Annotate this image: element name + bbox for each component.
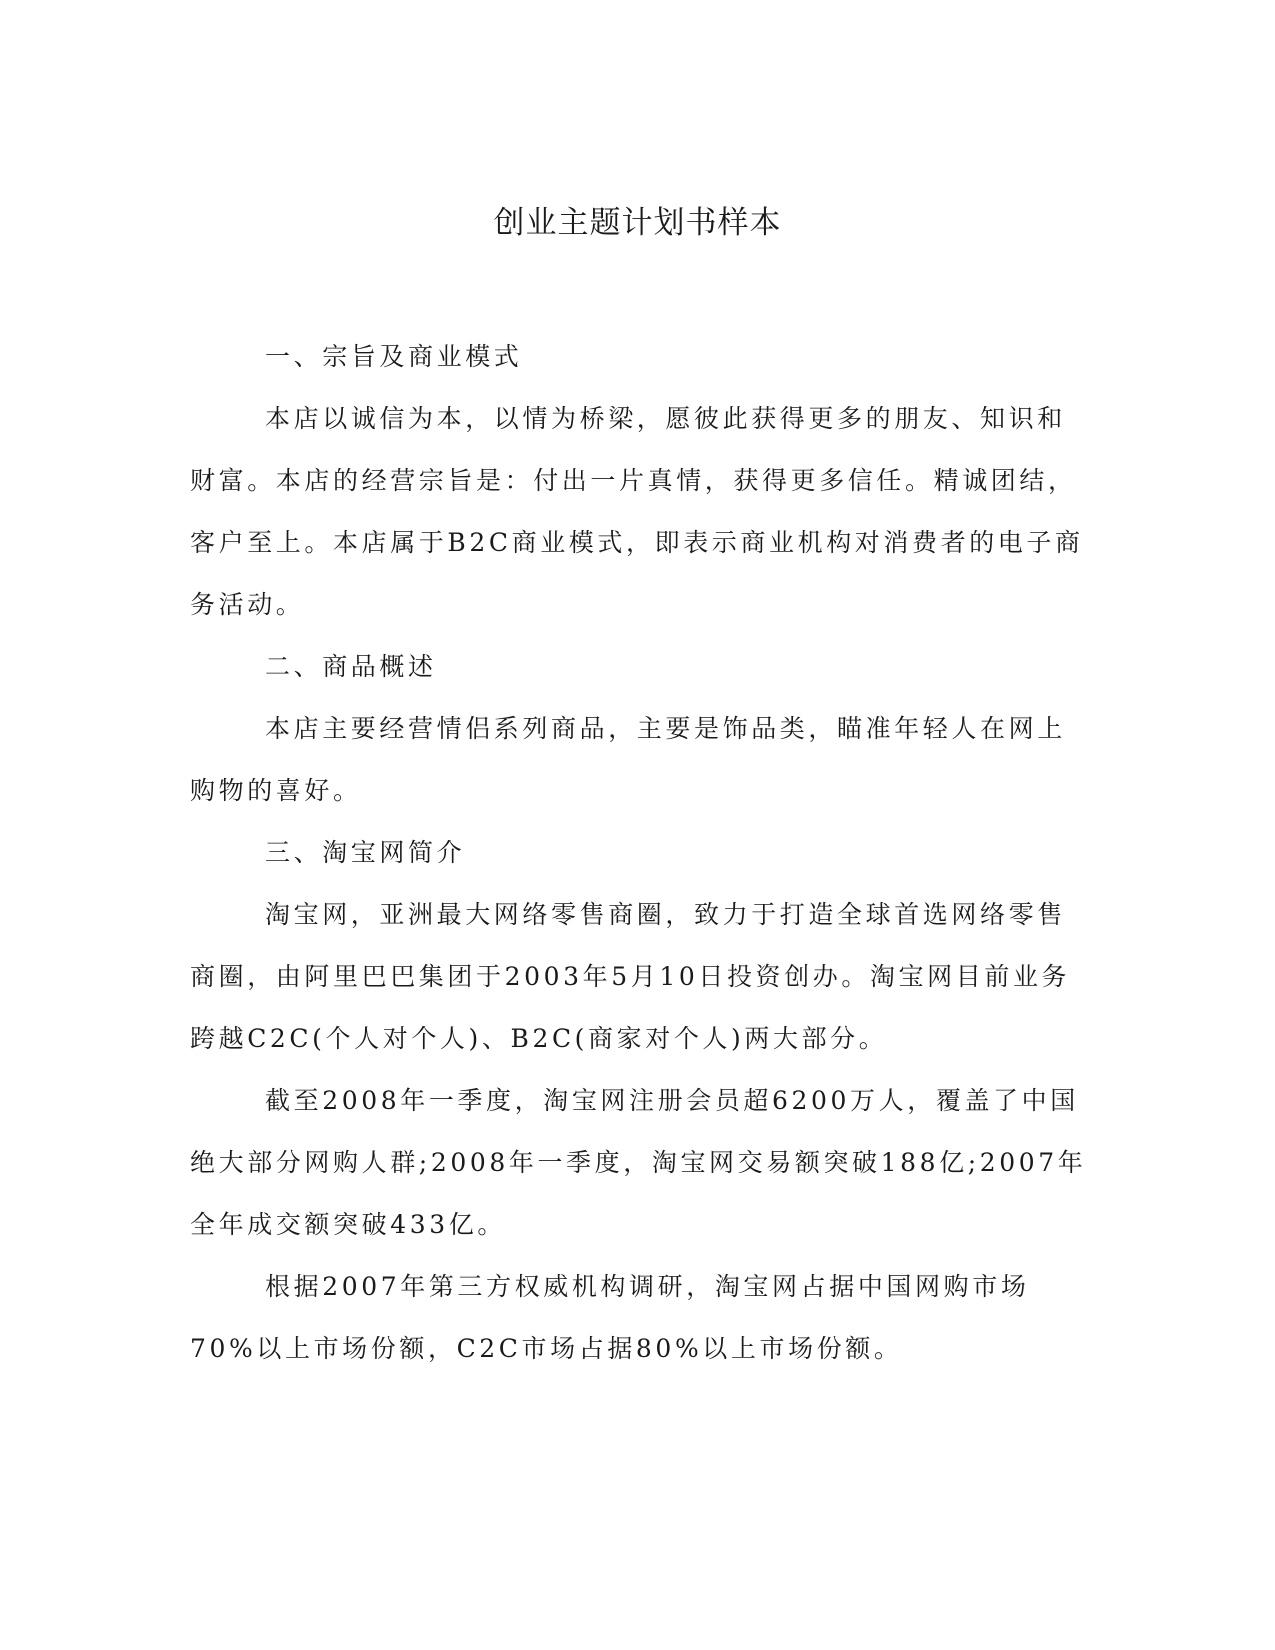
paragraph-products: 本店主要经营情侣系列商品，主要是饰品类，瞄准年轻人在网上购物的喜好。 — [190, 714, 1066, 805]
section-heading-products: 二、商品概述 — [265, 652, 437, 681]
document-body — [190, 326, 1090, 1380]
section-heading-purpose: 一、宗旨及商业模式 — [265, 342, 523, 371]
paragraph-taobao-stats: 截至2008年一季度，淘宝网注册会员超6200万人，覆盖了中国绝大部分网购人群;2008年一季度，淘宝网交易额突破188亿;2007年全年成交额突破433亿。 — [190, 1086, 1087, 1239]
document-title: 创业主题计划书样本 — [493, 205, 782, 241]
section-heading-taobao: 三、淘宝网简介 — [265, 838, 466, 867]
paragraph-purpose: 本店以诚信为本，以情为桥梁，愿彼此获得更多的朋友、知识和财富。本店的经营宗旨是：付出一片真情，获得更多信任。精诚团结，客户至上。本店属于B2C商业模式，即表示商业机构对消费者的电子商务活动。 — [190, 404, 1084, 619]
paragraph-taobao-market: 根据2007年第三方权威机构调研，淘宝网占据中国网购市场70%以上市场份额，C2C市场占据80%以上市场份额。 — [190, 1272, 1030, 1363]
paragraph-taobao-intro: 淘宝网，亚洲最大网络零售商圈，致力于打造全球首选网络零售商圈，由阿里巴巴集团于2003年5月10日投资创办。淘宝网目前业务跨越C2C(个人对个人)、B2C(商家对个人)两大部分。 — [190, 900, 1071, 1053]
